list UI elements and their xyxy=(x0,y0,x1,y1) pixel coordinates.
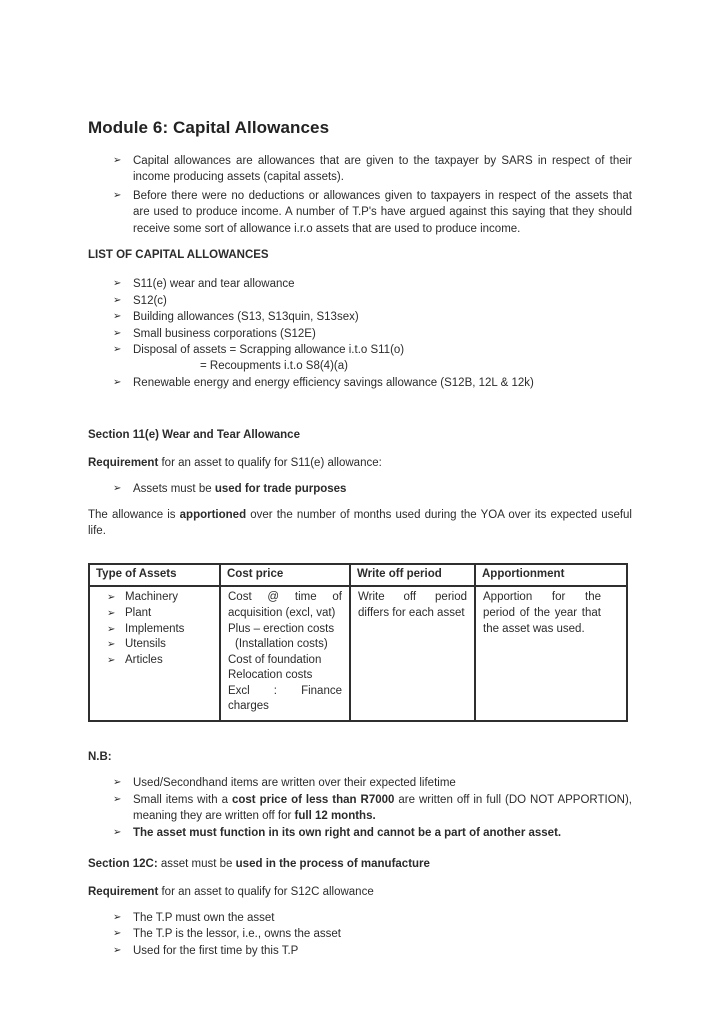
list-item-text: Disposal of assets = Scrapping allowance i.t.o S11(o) xyxy=(133,344,405,357)
list-item xyxy=(113,910,632,926)
asset-name: Articles xyxy=(125,653,163,666)
apportion-bold: apportioned xyxy=(179,508,247,521)
section-heading-list-of-allowances: LIST OF CAPITAL ALLOWANCES xyxy=(88,249,269,262)
list-item-continuation: = Recoupments i.t.o S8(4)(a) xyxy=(200,360,348,373)
page-title: Module 6: Capital Allowances xyxy=(88,118,330,137)
list-item-text: Renewable energy and energy efficiency savings allowance (S12B, 12L & 12k) xyxy=(133,376,534,389)
bullet-arrow-icon: ➢ xyxy=(107,639,116,651)
apportionment-text: Apportion for the period of the year that the asset was used. xyxy=(483,591,601,635)
list-item xyxy=(113,792,632,825)
intro-bullet-text: Capital allowances are allowances that are given to the taxpayer by SARS in respect of their income producing assets (capital assets). xyxy=(133,155,632,184)
s12c-plain: asset must be xyxy=(157,858,236,871)
cell-type-of-assets xyxy=(89,586,220,721)
section-heading-11e: Section 11(e) Wear and Tear Allowance xyxy=(88,429,300,442)
list-item xyxy=(113,342,632,358)
requirement-label: Requirement xyxy=(88,885,159,898)
requirement-label: Requirement xyxy=(88,456,159,469)
table-header-cost-price: Cost price xyxy=(220,564,350,586)
list-item xyxy=(107,622,212,638)
nb2-plain-2: are written off in full (DO NOT APPORTION), meaning they are written off for xyxy=(133,793,632,823)
apportion-paragraph xyxy=(88,507,632,540)
nb-list xyxy=(88,775,632,841)
bullet-arrow-icon: ➢ xyxy=(113,189,122,201)
nb2-bold-1: cost price of less than R7000 xyxy=(231,793,395,806)
bullet-arrow-icon: ➢ xyxy=(113,155,122,166)
bullet-arrow-icon: ➢ xyxy=(113,793,122,805)
intro-bullet-text: Before there were no deductions or allowances given to taxpayers in respect of the assets that are used to produce income. A number of T.P's have argued against this saying that they should receive some sort of allowance i.r.o assets that are used to produce income. xyxy=(133,189,632,235)
list-item xyxy=(113,375,632,391)
s12c-list xyxy=(88,910,632,959)
asset-name: Implements xyxy=(125,622,185,635)
bullet-arrow-icon: ➢ xyxy=(113,376,122,388)
bullet-arrow-icon: ➢ xyxy=(113,483,122,495)
write-off-text: Write off period differs for each asset xyxy=(358,591,467,619)
apportion-plain-1: The allowance is xyxy=(88,508,180,521)
bullet-arrow-icon: ➢ xyxy=(113,911,122,923)
bullet-arrow-icon: ➢ xyxy=(107,592,116,604)
wear-and-tear-table xyxy=(88,563,628,722)
requirement-line-11e xyxy=(88,455,632,471)
s12c-bullet-text: Used for the first time by this T.P xyxy=(133,944,299,957)
nb-heading: N.B: xyxy=(88,751,112,764)
bullet-arrow-icon: ➢ xyxy=(113,278,122,290)
allowances-list xyxy=(88,276,632,391)
list-item xyxy=(113,481,632,497)
bullet-arrow-icon: ➢ xyxy=(113,826,122,838)
cost-price-line: Relocation costs xyxy=(228,669,313,682)
bullet-arrow-icon: ➢ xyxy=(113,944,122,956)
list-item xyxy=(113,153,632,186)
bullet-arrow-icon: ➢ xyxy=(113,311,122,323)
table-header-type-of-assets: Type of Assets xyxy=(89,564,220,586)
cell-write-off-period xyxy=(350,586,475,721)
nb-bullet-text: The asset must function in its own right and cannot be a part of another asset. xyxy=(133,826,562,839)
table-header-write-off-period: Write off period xyxy=(350,564,475,586)
nb-bullet-text: Used/Secondhand items are written over their expected lifetime xyxy=(133,777,456,790)
bullet-arrow-icon: ➢ xyxy=(113,928,122,940)
cost-price-line: Excl : Finance charges xyxy=(228,684,342,713)
cost-price-line: Cost of foundation xyxy=(228,653,322,666)
bullet-arrow-icon: ➢ xyxy=(113,344,122,356)
intro-section xyxy=(88,153,632,237)
requirement-text: for an asset to qualify for S12C allowance xyxy=(158,885,374,898)
bullet-arrow-icon: ➢ xyxy=(107,654,116,666)
s12c-bullet-text: The T.P is the lessor, i.e., owns the asset xyxy=(133,928,341,941)
section-heading-12c xyxy=(88,856,632,872)
s12c-bullet-text: The T.P must own the asset xyxy=(133,911,275,924)
asset-name: Machinery xyxy=(125,591,179,604)
list-item xyxy=(107,653,212,669)
cost-price-line: Cost @ time of acquisition (excl, vat) xyxy=(228,591,342,619)
cell-cost-price xyxy=(220,586,350,721)
list-item xyxy=(113,775,632,791)
s12c-bold: used in the process of manufacture xyxy=(235,858,430,871)
nb2-bold-2: full 12 months. xyxy=(294,810,376,823)
list-item xyxy=(113,293,632,309)
list-item-text: S11(e) wear and tear allowance xyxy=(133,278,295,291)
list-item xyxy=(107,606,212,622)
list-item xyxy=(107,637,212,653)
bullet-arrow-icon: ➢ xyxy=(113,294,122,306)
s12c-label: Section 12C: xyxy=(88,858,158,871)
list-item xyxy=(113,276,632,292)
list-item xyxy=(113,309,632,325)
bullet-arrow-icon: ➢ xyxy=(113,327,122,339)
trade-purposes-bold: used for trade purposes xyxy=(214,483,347,496)
table-header-apportionment: Apportionment xyxy=(475,564,627,586)
nb2-plain-1: Small items with a xyxy=(133,793,232,806)
trade-purposes-plain: Assets must be xyxy=(133,483,215,496)
table-header-row xyxy=(89,564,627,586)
bullet-arrow-icon: ➢ xyxy=(107,623,116,635)
list-item xyxy=(107,590,212,606)
asset-name: Utensils xyxy=(125,638,166,651)
list-item xyxy=(113,825,632,841)
list-item-text: Building allowances (S13, S13quin, S13sex) xyxy=(133,311,359,324)
list-item-text: Small business corporations (S12E) xyxy=(133,327,316,340)
list-item xyxy=(113,188,632,237)
requirement-text: for an asset to qualify for S11(e) allowance: xyxy=(158,456,382,469)
list-item xyxy=(113,326,632,342)
nb-bullet-text xyxy=(133,792,632,825)
asset-name: Plant xyxy=(125,606,152,619)
cost-price-line: Plus – erection costs xyxy=(228,622,335,635)
list-item xyxy=(113,943,632,959)
cell-apportionment xyxy=(475,586,627,721)
bullet-arrow-icon: ➢ xyxy=(107,607,116,619)
bullet-arrow-icon: ➢ xyxy=(113,777,122,789)
apportion-plain-2: over the number of months used during the YOA over its expected useful life. xyxy=(88,508,632,537)
list-item-text: S12(c) xyxy=(133,294,167,307)
cost-price-line: (Installation costs) xyxy=(235,638,328,651)
trade-purposes-text xyxy=(133,481,632,497)
table-row xyxy=(89,586,627,721)
list-item xyxy=(113,926,632,942)
requirement-line-12c xyxy=(88,884,632,900)
